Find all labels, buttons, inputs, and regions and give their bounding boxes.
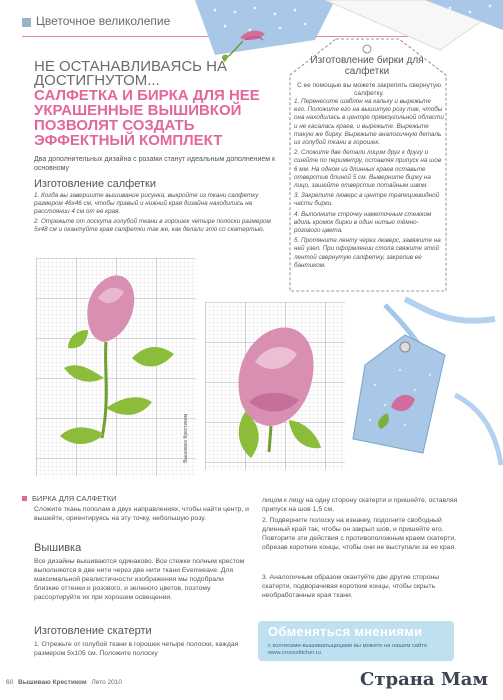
site-watermark: Страна Мам (360, 669, 489, 690)
tag-step-4: 4. Выполните строчку наметочным стежком вдоль кромок бирки в один нитью тёмно-розового цвета. (294, 210, 432, 235)
tag-subtitle: С ее помощью вы можете закрепить свернутую салфетку. (296, 82, 442, 97)
rubric-title: Цветочное великолепие (36, 14, 171, 28)
tablecloth-heading: Изготовление скатерти (34, 625, 152, 637)
label-text: Сложите ткань пополам в двух направлениях, чтобы найти центр, и вышейте, ориентируясь на эту точку, небольшую розу. (34, 506, 249, 522)
article-lead: Два дополнительных дизайна с розами станут идеальным дополнением к основному (34, 156, 276, 172)
community-banner-title[interactable]: Обменяться мнениями (268, 624, 423, 639)
tag-step-3: 3. Закрепите люверс в центре трапециевидной части бирки. (294, 192, 440, 208)
article-title: НЕ ОСТАНАВЛИВАЯСЬ НА ДОСТИГНУТОМ... (34, 58, 228, 89)
magazine-name: Вышиваю Крестиком (18, 679, 87, 686)
label-heading: БИРКА ДЛЯ САЛФЕТКИ (32, 494, 117, 503)
article-subtitle: САЛФЕТКА И БИРКА ДЛЯ НЕЕ УКРАШЕННЫЕ ВЫШИВКОЙ ПОЗВОЛЯТ СОЗДАТЬ ЭФФЕКТНЫЙ КОМПЛЕКТ (34, 87, 260, 149)
bullet-icon (22, 496, 27, 501)
tag-step-5: 5. Протяните ленту через люверс, завяжите на ней узел. При оформлении стола свяжите этой лентой свернутую салфетку, закрепив ее бантиком. (294, 237, 441, 269)
page-number: 60 (6, 679, 14, 686)
tablecloth-step-1: 1. Отрежьте от голубой ткани в горошек четыре полоски, каждая размером 5х105 см. Положите полоску (34, 641, 239, 657)
issue-label: Лето 2010 (91, 679, 122, 686)
rose-chart-small (205, 302, 345, 470)
rubric-marker (22, 18, 31, 27)
tablecloth-continued: лицом к лицу на одну сторону скатерти и пришейте, оставляя припуск на шов 1,5 см. (262, 497, 458, 513)
embroidery-text: Все дизайны вышиваются одинаково. Все стежки полным крестом выполняются в две нити через две нити ткани Evenweave. Для максимальной реалистичности изображения мы подобрали близкие оттенки и розового, и зеленого цветов, поэтому рассортируйте их при хорошем освещении. (34, 558, 245, 601)
tablecloth-step-2: 2. Подверните полоску на изнанку, подогните свободный длинный край так, чтобы он закрыл шов, и пришейте его. Повторите эти действия с противоположным краем скатерти, обрезав короткие концы, чтобы они не выступали за ее края. (262, 517, 457, 551)
napkin-step-1: 1. Когда вы завершите вышивание рисунка, выкройте из ткани салфетку размером 46х46 см, чтобы правый и нижний края дизайна находились на расстоянии 4 см от ее края. (34, 192, 259, 216)
tag-heading: Изготовление бирки для салфетки (310, 55, 424, 77)
tag-step-2: 2. Сложите две детали лицом друг к другу и сшейте по периметру, оставляя припуск на шов 6 мм. На одном из длинных краев оставьте отверстие длиной 5 см. Выверните бирку на лицо, зашейте отверстие потайным швом. (294, 149, 442, 190)
tablecloth-step-3: 3. Аналогичным образом окантуйте две другие стороны скатерти, подворачивая короткие концы, чтобы скрыть необработанные края ткани. (262, 574, 440, 599)
tag-steps (294, 98, 444, 270)
embroidered-tag-photo (345, 295, 503, 475)
page-footer (6, 679, 122, 686)
embroidery-heading: Вышивка (34, 542, 82, 554)
community-banner-link[interactable]: с коллегами-вышивальщицами вы можете на нашем сайте www.crossstitcher.ru (268, 643, 428, 656)
rose-chart-large (36, 258, 196, 476)
tag-step-1: 1. Перенесите шаблон на кальку и вырежьте его. Положите его на вышитую розу так, чтобы она находилась в центре прямоугольной области и не касалась краев, и вырежьте. Вырежьте такую же бирку. Вырежьте аналогичную деталь из голубой ткани в горошек. (294, 98, 444, 147)
napkin-heading: Изготовление салфетки (34, 178, 156, 190)
napkin-step-2: 2. Отрежьте от лоскута голубой ткани в горошек четыре полоски размером 5х48 см и окантуйте края салфетки так же, как делали это со скатертью. (34, 218, 271, 234)
chart-side-label: Вышиваю Крестиком (183, 414, 189, 463)
